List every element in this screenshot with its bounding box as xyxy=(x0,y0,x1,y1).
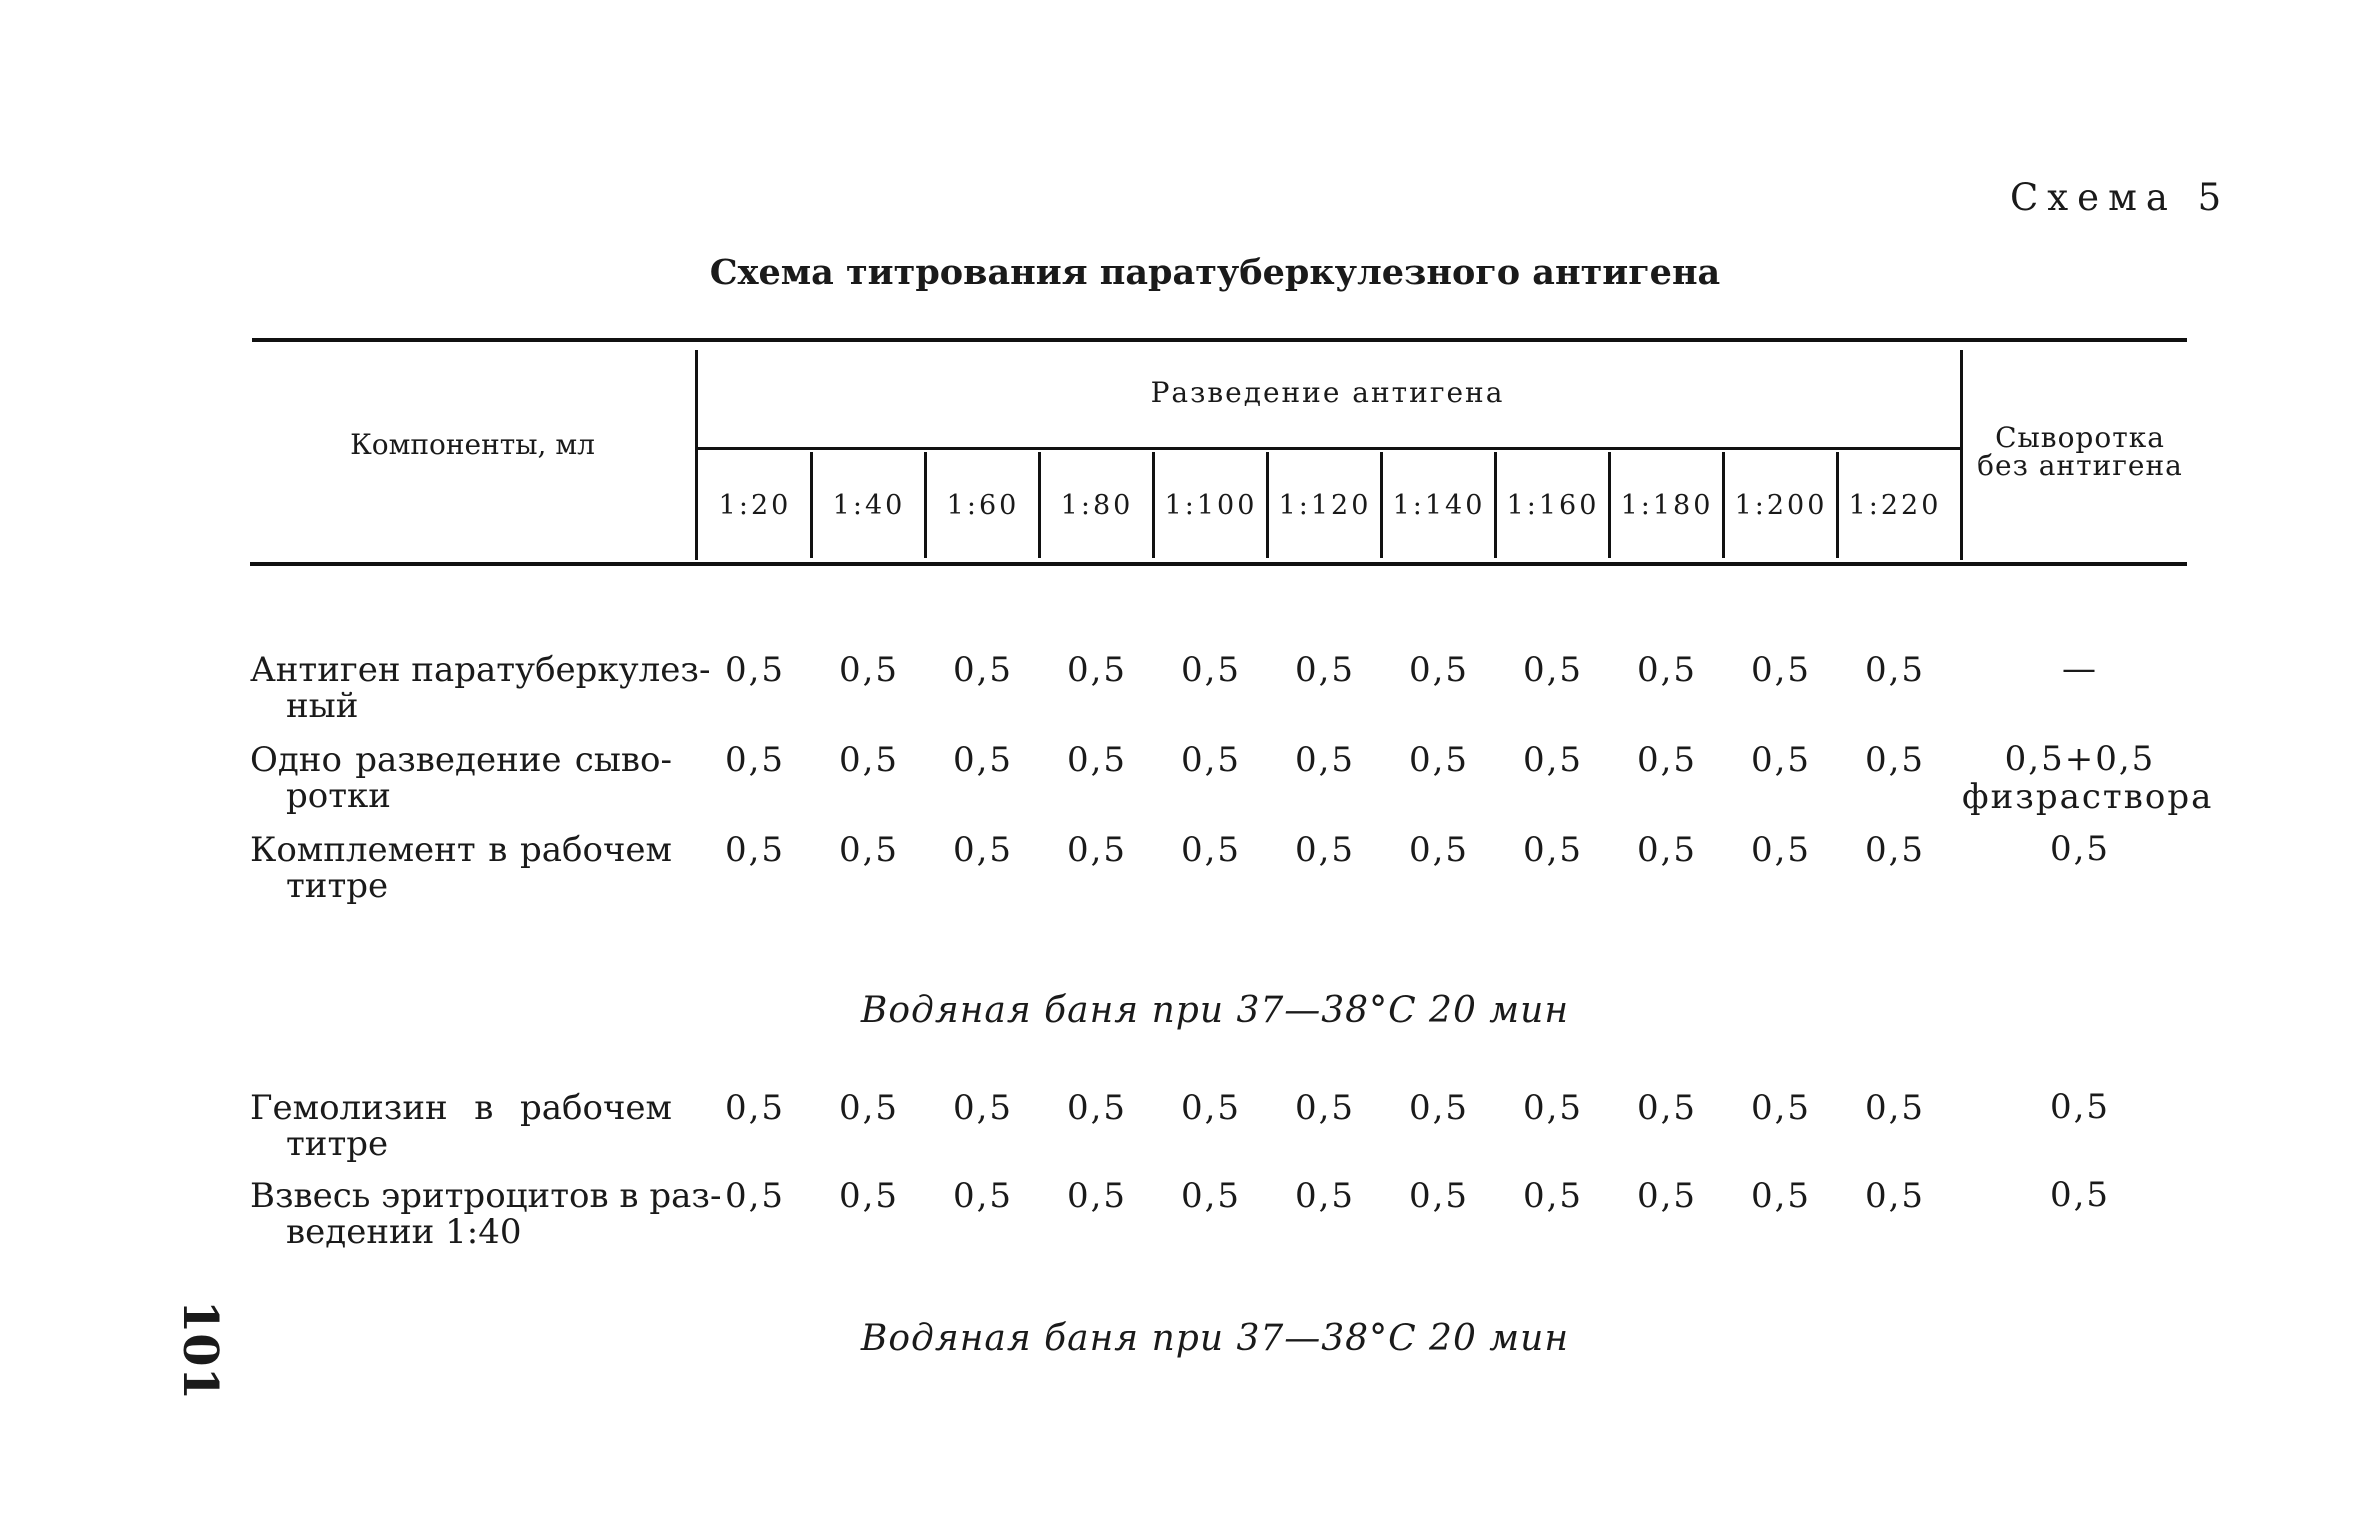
table-cell: 0,5 xyxy=(1864,830,1926,870)
table-cell: 0,5 xyxy=(952,1088,1014,1128)
row-label-line2: титре xyxy=(286,1124,389,1164)
dilution-column-divider xyxy=(924,452,927,558)
table-cell: 0,5 xyxy=(1522,740,1584,780)
dilution-group-rule xyxy=(698,447,1960,450)
document-title: Схема титрования паратуберкулезного антигена xyxy=(709,252,1721,293)
table-cell: 0,5 xyxy=(838,650,900,690)
row-label-line1: Взвесь эритроцитов в раз- xyxy=(250,1176,722,1216)
table-cell: 0,5 xyxy=(952,740,1014,780)
header-dilution-group: Разведение антигена xyxy=(1150,376,1505,409)
serum-control-cell xyxy=(1962,830,2198,868)
row-label-line1: Одно разведение сыво- xyxy=(250,740,672,780)
serum-control-cell xyxy=(1962,1088,2198,1126)
row-label-line2: ный xyxy=(286,686,359,726)
table-cell: 0,5 xyxy=(1408,740,1470,780)
table-cell: 0,5 xyxy=(1294,740,1356,780)
header-bottom-rule xyxy=(250,562,2187,566)
serum-control-line1: 0,5 xyxy=(2049,1175,2111,1215)
serum-control-line2: физраствора xyxy=(1962,777,2214,817)
table-cell: 0,5 xyxy=(1864,740,1926,780)
table-cell: 0,5 xyxy=(838,830,900,870)
dilution-column-divider xyxy=(1836,452,1839,558)
row-label-line2: ведении 1:40 xyxy=(286,1212,522,1252)
table-cell: 0,5 xyxy=(1066,740,1128,780)
dilution-column-divider xyxy=(1608,452,1611,558)
table-cell: 0,5 xyxy=(1066,1088,1128,1128)
dilution-header-cell: 1:220 xyxy=(1848,490,1942,521)
row-label-line1: Гемолизин в рабочем xyxy=(250,1088,672,1128)
row-label-line1: Комплемент в рабочем xyxy=(250,830,672,870)
table-cell: 0,5 xyxy=(1864,1176,1926,1216)
table-cell: 0,5 xyxy=(1180,650,1242,690)
table-cell: 0,5 xyxy=(1750,650,1812,690)
serum-control-line1: 0,5 xyxy=(2049,1087,2111,1127)
row-label-line2: ротки xyxy=(286,776,391,816)
table-cell: 0,5 xyxy=(1750,1176,1812,1216)
table-cell: 0,5 xyxy=(1294,1088,1356,1128)
table-cell: 0,5 xyxy=(1408,650,1470,690)
water-bath-note-2: Водяная баня при 37—38°С 20 мин xyxy=(860,1318,1570,1359)
table-cell: 0,5 xyxy=(1180,740,1242,780)
serum-control-line1: 0,5 xyxy=(2049,829,2111,869)
table-cell: 0,5 xyxy=(724,740,786,780)
table-top-rule xyxy=(252,338,2187,342)
table-cell: 0,5 xyxy=(1066,830,1128,870)
table-cell: 0,5 xyxy=(1636,830,1698,870)
serum-control-line1: 0,5+0,5 xyxy=(2004,739,2156,779)
dilution-column-divider xyxy=(1494,452,1497,558)
dilution-header-cell: 1:80 xyxy=(1060,490,1134,521)
table-cell: 0,5 xyxy=(1750,830,1812,870)
dilution-header-cell: 1:100 xyxy=(1164,490,1258,521)
row-label xyxy=(250,1176,722,1252)
dilution-header-cell: 1:40 xyxy=(832,490,906,521)
table-cell: 0,5 xyxy=(1294,1176,1356,1216)
dilution-header-cell: 1:160 xyxy=(1506,490,1600,521)
row-label xyxy=(250,1090,672,1162)
row-label-line1: Антиген паратуберкулез- xyxy=(250,650,711,690)
dilution-column-divider xyxy=(1152,452,1155,558)
table-cell: 0,5 xyxy=(1294,830,1356,870)
header-serum-control xyxy=(1962,421,2198,482)
header-serum-line1: Сыворотка xyxy=(1995,421,2165,454)
dilution-header-cell: 1:180 xyxy=(1620,490,1714,521)
table-cell: 0,5 xyxy=(1522,650,1584,690)
dilution-header-cell: 1:120 xyxy=(1278,490,1372,521)
row-label xyxy=(250,742,672,814)
water-bath-note-1: Водяная баня при 37—38°С 20 мин xyxy=(860,990,1570,1031)
dilution-header-cell: 1:140 xyxy=(1392,490,1486,521)
table-cell: 0,5 xyxy=(952,650,1014,690)
scheme-label: Схема 5 xyxy=(2010,176,2231,219)
dilution-column-divider xyxy=(1722,452,1725,558)
header-serum-line2: без антигена xyxy=(1977,449,2183,482)
table-cell: 0,5 xyxy=(1750,740,1812,780)
table-cell: 0,5 xyxy=(1864,1088,1926,1128)
row-label-line2: титре xyxy=(286,866,389,906)
table-cell: 0,5 xyxy=(724,650,786,690)
table-cell: 0,5 xyxy=(724,1176,786,1216)
table-cell: 0,5 xyxy=(838,1176,900,1216)
serum-control-cell xyxy=(1962,650,2198,688)
serum-control-cell xyxy=(1962,739,2214,817)
table-cell: 0,5 xyxy=(1180,1088,1242,1128)
dilution-column-divider xyxy=(1266,452,1269,558)
table-cell: 0,5 xyxy=(1066,650,1128,690)
dilution-column-divider xyxy=(810,452,813,558)
header-components: Компоненты, мл xyxy=(350,428,595,461)
table-cell: 0,5 xyxy=(952,1176,1014,1216)
table-cell: 0,5 xyxy=(838,1088,900,1128)
table-cell: 0,5 xyxy=(1636,650,1698,690)
table-cell: 0,5 xyxy=(724,1088,786,1128)
table-cell: 0,5 xyxy=(1180,1176,1242,1216)
table-cell: 0,5 xyxy=(1408,1088,1470,1128)
serum-control-cell xyxy=(1962,1176,2198,1214)
table-cell: 0,5 xyxy=(1864,650,1926,690)
dilution-column-divider xyxy=(1380,452,1383,558)
table-cell: 0,5 xyxy=(1522,1088,1584,1128)
table-cell: 0,5 xyxy=(838,740,900,780)
row-label xyxy=(250,650,711,726)
table-cell: 0,5 xyxy=(1408,1176,1470,1216)
table-cell: 0,5 xyxy=(1750,1088,1812,1128)
table-cell: 0,5 xyxy=(952,830,1014,870)
table-cell: 0,5 xyxy=(1408,830,1470,870)
table-cell: 0,5 xyxy=(1636,740,1698,780)
table-cell: 0,5 xyxy=(1522,1176,1584,1216)
dilution-header-cell: 1:20 xyxy=(718,490,792,521)
table-cell: 0,5 xyxy=(1636,1088,1698,1128)
table-cell: 0,5 xyxy=(1180,830,1242,870)
dilution-header-cell: 1:200 xyxy=(1734,490,1828,521)
table-cell: 0,5 xyxy=(724,830,786,870)
table-cell: 0,5 xyxy=(1294,650,1356,690)
row-label xyxy=(250,832,672,904)
table-cell: 0,5 xyxy=(1636,1176,1698,1216)
dilution-header-cell: 1:60 xyxy=(946,490,1020,521)
dilution-column-divider xyxy=(1038,452,1041,558)
serum-control-line1: — xyxy=(2062,649,2098,689)
table-cell: 0,5 xyxy=(1522,830,1584,870)
page-number: 101 xyxy=(172,1299,229,1401)
table-cell: 0,5 xyxy=(1066,1176,1128,1216)
